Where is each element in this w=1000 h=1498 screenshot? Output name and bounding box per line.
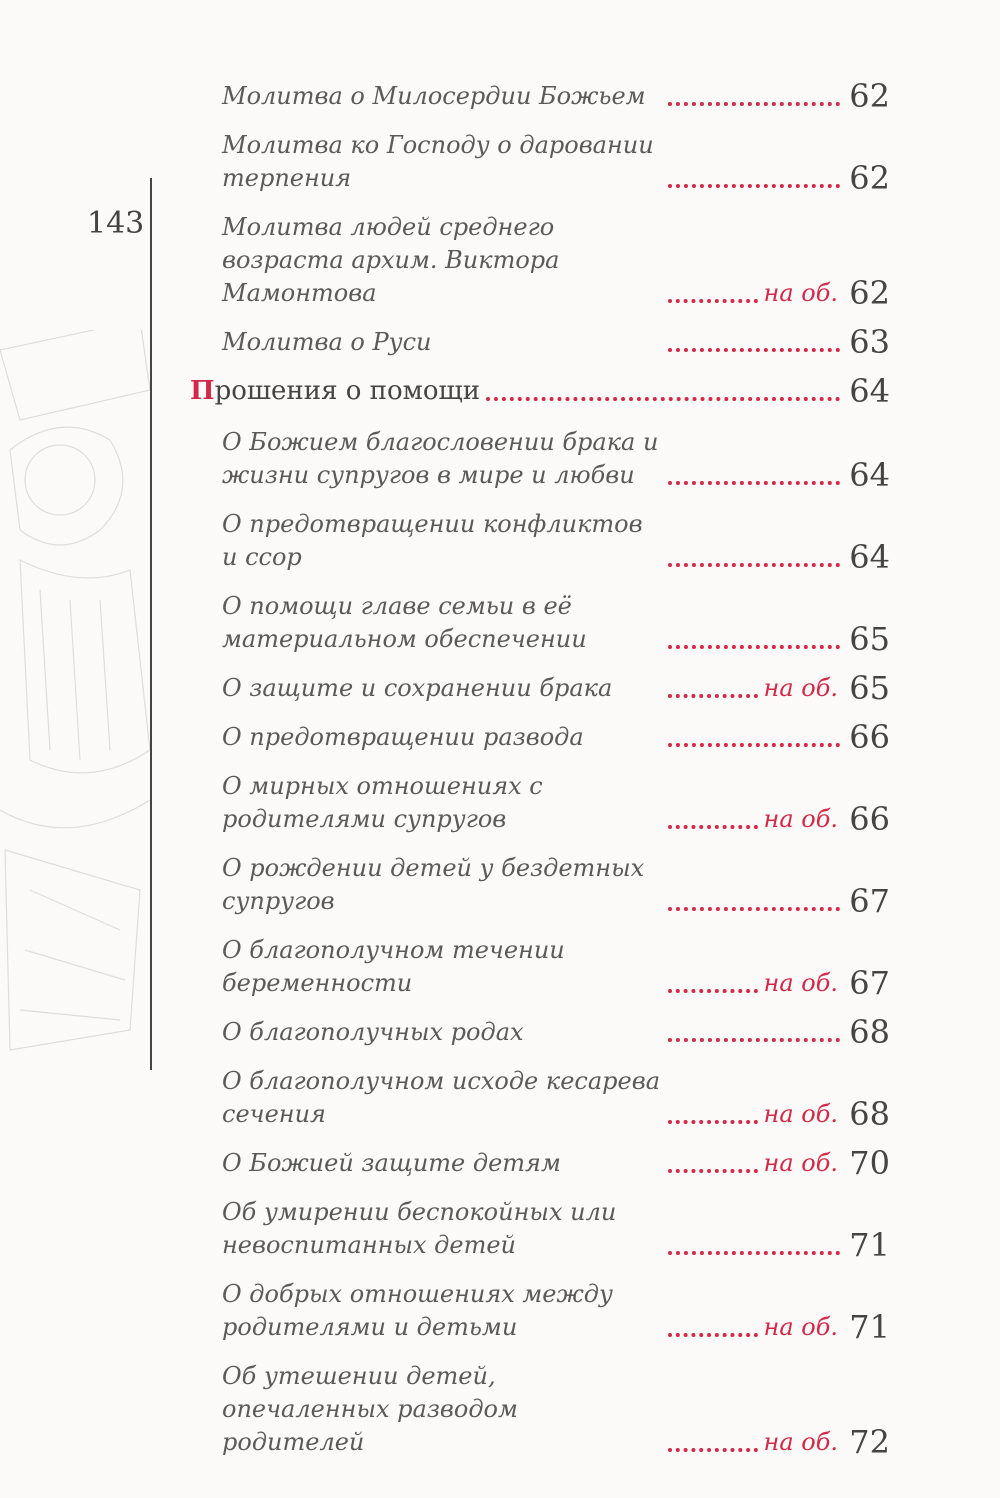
toc-entry-page: 66 <box>849 718 890 756</box>
section-title <box>190 375 480 408</box>
toc-subentry[interactable] <box>190 852 890 918</box>
toc-entry-title: О благополучном исходе кесарева сечения <box>222 1067 660 1128</box>
table-of-contents <box>190 77 890 1475</box>
section-title-rest: рошения о помощи <box>214 376 481 406</box>
toc-subentry[interactable] <box>190 934 890 1000</box>
toc-entry-title: О добрых отношениях между родителями и детьми <box>222 1280 613 1341</box>
toc-entry-page: 62 <box>849 77 890 115</box>
toc-entry-title: Молитва о Руси <box>222 328 432 356</box>
toc-entry-title: О Божией защите детям <box>222 1149 561 1177</box>
toc-entry-title: Молитва ко Господу о даровании терпения <box>222 131 654 192</box>
decorative-illustration <box>0 330 150 1070</box>
toc-entry-page: 71 <box>849 1226 890 1264</box>
dot-leader <box>668 1448 758 1452</box>
page-number: 143 <box>87 206 145 241</box>
toc-entry-page: 62 <box>849 274 890 312</box>
toc-entry-page: 68 <box>849 1095 890 1133</box>
toc-entry-title: Об утешении детей, опечаленных разводом родителей <box>222 1362 518 1456</box>
toc-entry-title: О предотвращении развода <box>222 723 584 751</box>
toc-entry-title: О предотвращении конфликтов и ссор <box>222 510 643 571</box>
toc-entry-page: 64 <box>849 538 890 576</box>
toc-entry-page: 71 <box>849 1308 890 1346</box>
toc-entry-page: 63 <box>849 323 890 361</box>
dot-leader <box>668 1169 758 1173</box>
toc-subentry[interactable] <box>190 770 890 836</box>
dot-leader <box>486 397 840 401</box>
dot-leader <box>668 1251 840 1255</box>
section-initial: П <box>190 376 215 406</box>
dot-leader <box>668 1038 840 1042</box>
toc-entry-note: на об. <box>763 1149 838 1177</box>
toc-entry-title: О мирных отношениях с родителями супругов <box>222 772 543 833</box>
vertical-rule <box>150 178 152 1070</box>
dot-leader <box>668 825 758 829</box>
toc-entry-page: 66 <box>849 800 890 838</box>
section-page: 64 <box>849 372 890 410</box>
toc-subentry[interactable] <box>190 508 890 574</box>
toc-subentry[interactable] <box>190 669 890 707</box>
dot-leader <box>668 645 840 649</box>
toc-entry-note: на об. <box>763 1100 838 1128</box>
dot-leader <box>668 299 758 303</box>
dot-leader <box>668 348 840 352</box>
toc-entry[interactable] <box>190 211 890 310</box>
toc-subentry[interactable] <box>190 1278 890 1344</box>
dot-leader <box>668 481 840 485</box>
toc-entry[interactable] <box>190 77 890 115</box>
toc-entry-page: 64 <box>849 456 890 494</box>
toc-entry-note: на об. <box>763 805 838 833</box>
toc-entry[interactable] <box>190 323 890 361</box>
toc-entry-note: на об. <box>763 674 838 702</box>
toc-subentry[interactable] <box>190 1196 890 1262</box>
toc-subentry[interactable] <box>190 1065 890 1131</box>
toc-subentry[interactable] <box>190 1144 890 1182</box>
toc-subentry[interactable] <box>190 590 890 656</box>
toc-entry-title: О благополучном течении беременности <box>222 936 565 997</box>
dot-leader <box>668 1120 758 1124</box>
toc-entry-page: 70 <box>849 1144 890 1182</box>
toc-entry-note: на об. <box>763 969 838 997</box>
toc-entry-title: О Божием благословении брака и жизни супругов в мире и любви <box>222 428 659 489</box>
toc-entry-title: О защите и сохранении брака <box>222 674 613 702</box>
toc-section-heading[interactable] <box>190 372 890 410</box>
toc-entry-title: Молитва о Милосердии Божьем <box>222 82 646 110</box>
toc-entry-note: на об. <box>763 1428 838 1456</box>
dot-leader <box>668 184 840 188</box>
toc-subentry[interactable] <box>190 718 890 756</box>
toc-entry[interactable] <box>190 129 890 195</box>
dot-leader <box>668 1333 758 1337</box>
toc-entry-page: 72 <box>849 1423 890 1461</box>
toc-entry-title: О благополучных родах <box>222 1018 524 1046</box>
toc-subentry[interactable] <box>190 1013 890 1051</box>
dot-leader <box>668 743 840 747</box>
dot-leader <box>668 694 758 698</box>
toc-entry-title: О помощи главе семьи в её материальном обеспечении <box>222 592 587 653</box>
toc-entry-title: Молитва людей среднего возраста архим. Виктора Мамонтова <box>222 213 560 307</box>
toc-entry-title: О рождении детей у бездетных супругов <box>222 854 645 915</box>
dot-leader <box>668 563 840 567</box>
toc-subentry[interactable] <box>190 426 890 492</box>
toc-entry-page: 67 <box>849 964 890 1002</box>
dot-leader <box>668 102 840 106</box>
toc-entry-title: Об умирении беспокойных или невоспитанных детей <box>222 1198 617 1259</box>
toc-entry-note: на об. <box>763 279 838 307</box>
toc-entry-page: 65 <box>849 669 890 707</box>
dot-leader <box>668 907 840 911</box>
toc-subentry[interactable] <box>190 1360 890 1459</box>
toc-entry-note: на об. <box>763 1313 838 1341</box>
toc-entry-page: 67 <box>849 882 890 920</box>
toc-entry-page: 65 <box>849 620 890 658</box>
toc-entry-page: 62 <box>849 159 890 197</box>
dot-leader <box>668 989 758 993</box>
toc-entry-page: 68 <box>849 1013 890 1051</box>
